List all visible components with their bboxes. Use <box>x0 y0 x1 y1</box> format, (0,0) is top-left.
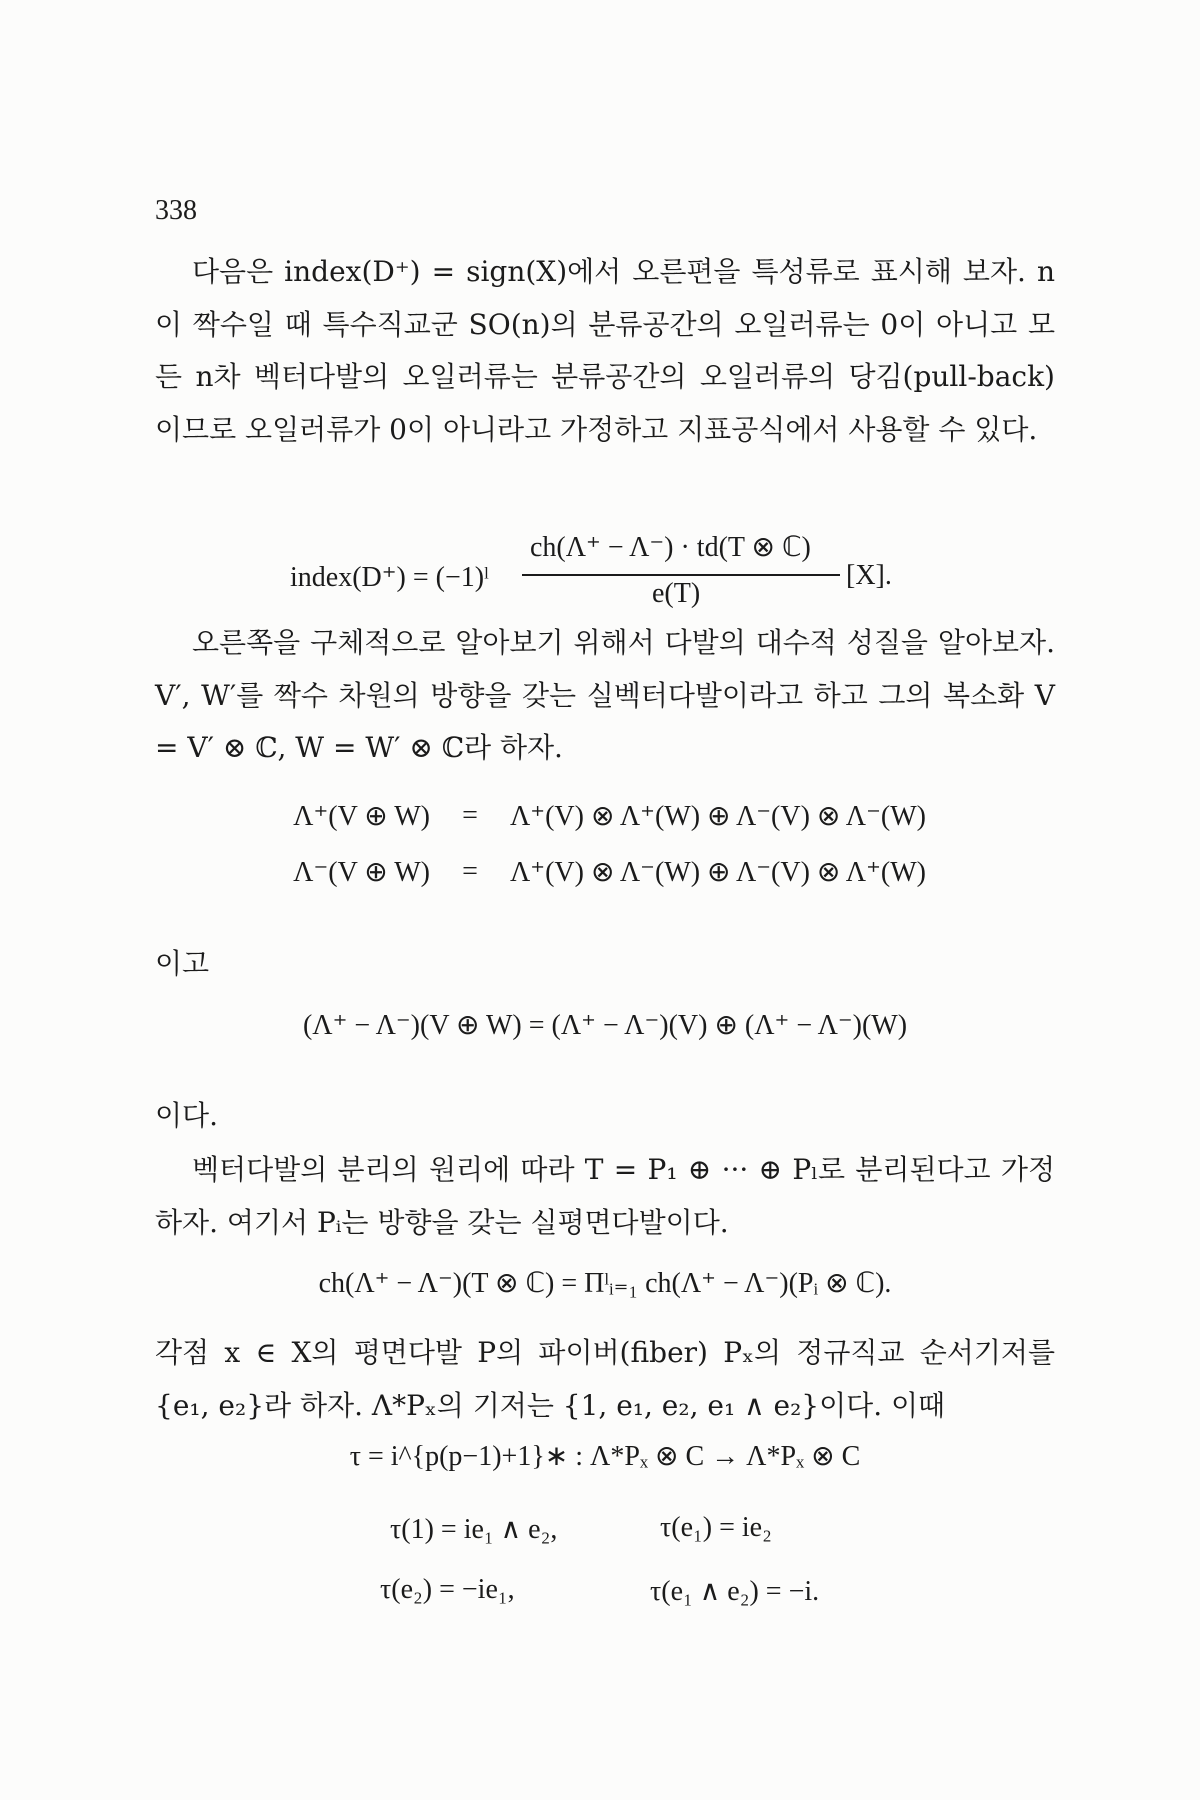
fraction-bar <box>522 574 840 576</box>
connector-text-ida: 이다. <box>155 1099 218 1132</box>
lambda-minus-rhs: Λ⁺(V) ⊗ Λ⁻(W) ⊕ Λ⁻(V) ⊗ Λ⁺(W) <box>510 857 926 888</box>
index-formula-rhs: [X]. <box>846 560 892 591</box>
paragraph-basis: 각점 x ∈ X의 평면다발 P의 파이버(fiber) Pₓ의 정규직교 순서기저를 {e₁, e₂}라 하자. Λ*Pₓ의 기저는 {1, e₁, e₂, e₁ ∧ e₂}이다. 이때 <box>155 1336 1055 1422</box>
equals-sign: = <box>462 800 478 831</box>
tau-of-e2: τ(e₂) = −ie₁, <box>380 1574 515 1605</box>
page-number: 338 <box>155 195 197 226</box>
tau-values-row-1 <box>155 1512 1055 1552</box>
difference-equation: (Λ⁺ − Λ⁻)(V ⊕ W) = (Λ⁺ − Λ⁻)(V) ⊕ (Λ⁺ − Λ⁻)(W) <box>302 1010 908 1041</box>
lambda-identities <box>200 788 926 900</box>
lambda-plus-rhs: Λ⁺(V) ⊗ Λ⁺(W) ⊕ Λ⁻(V) ⊗ Λ⁻(W) <box>510 801 926 832</box>
lambda-minus-lhs: Λ⁻(V ⊕ W) <box>293 857 430 888</box>
index-formula-lhs: index(D⁺) = (−1)ˡ <box>290 562 489 593</box>
tau-definition: τ = i^{p(p−1)+1}∗ : Λ*Pₓ ⊗ C → Λ*Pₓ ⊗ C <box>349 1441 861 1472</box>
equals-sign: = <box>462 856 478 887</box>
tau-of-e1-wedge-e2: τ(e₁ ∧ e₂) = −i. <box>650 1576 820 1607</box>
index-formula-denominator: e(T) <box>652 578 701 609</box>
tau-of-e1: τ(e₁) = ie₂ <box>660 1512 772 1543</box>
lambda-plus-row <box>200 788 926 844</box>
connector-text-igo: 이고 <box>155 947 210 980</box>
lambda-plus-lhs: Λ⁺(V ⊕ W) <box>293 801 430 832</box>
product-equation: ch(Λ⁺ − Λ⁻)(T ⊗ ℂ) = Πˡᵢ₌₁ ch(Λ⁺ − Λ⁻)(Pᵢ ⊗ ℂ). <box>318 1268 892 1299</box>
paragraph-splitting-principle: 벡터다발의 분리의 원리에 따라 T = P₁ ⊕ ··· ⊕ Pₗ로 분리된다고 가정하자. 여기서 Pᵢ는 방향을 갖는 실평면다발이다. <box>155 1153 1055 1239</box>
lambda-minus-row <box>200 844 926 900</box>
tau-of-one: τ(1) = ie₁ ∧ e₂, <box>390 1514 558 1545</box>
paragraph-algebra: 오른쪽을 구체적으로 알아보기 위해서 다발의 대수적 성질을 알아보자. V′, W′를 짝수 차원의 방향을 갖는 실벡터다발이라고 하고 그의 복소화 V = V′ ⊗ ℂ, W = W′ ⊗ ℂ라 하자. <box>155 626 1055 764</box>
index-formula-numerator: ch(Λ⁺ − Λ⁻) · td(T ⊗ ℂ) <box>530 532 811 563</box>
index-formula <box>290 530 940 630</box>
paragraph-euler-class: 다음은 index(D⁺) = sign(X)에서 오른편을 특성류로 표시해 보자. n이 짝수일 때 특수직교군 SO(n)의 분류공간의 오일러류는 0이 아니고 모든 n차 벡터다발의 오일러류는 분류공간의 오일러류의 당김(pull-back) 이므로 오일러류가 0이 아니라고 가정하고 지표공식에서 사용할 수 있다. <box>155 255 1055 446</box>
tau-values-row-2 <box>155 1574 1055 1614</box>
